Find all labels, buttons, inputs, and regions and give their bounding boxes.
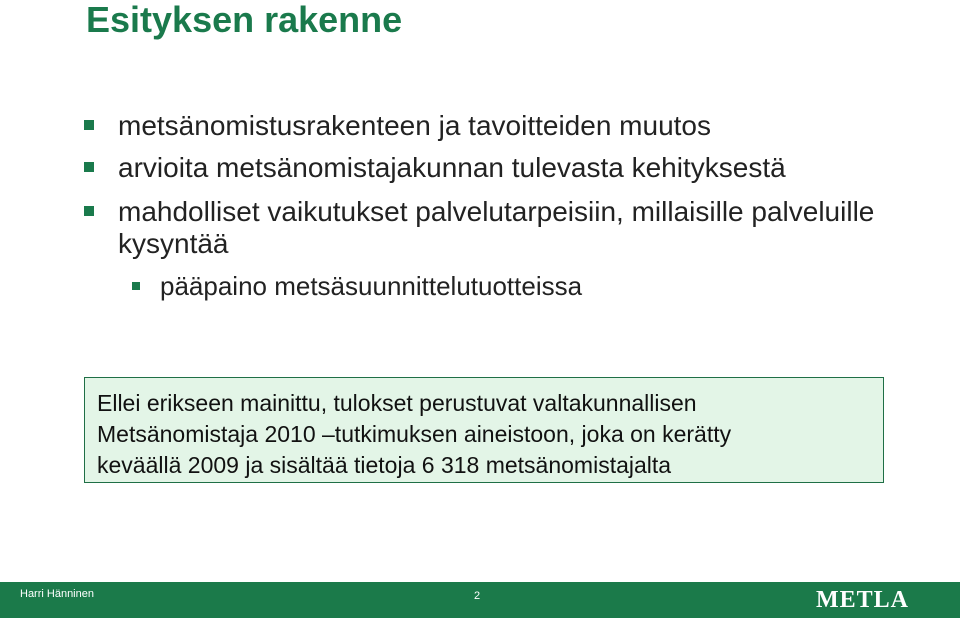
bullet-text: arvioita metsänomistajakunnan tulevasta kehityksestä [118,152,786,183]
note-line: Ellei erikseen mainittu, tulokset perustuvat valtakunnallisen [97,390,697,416]
bullet-text: mahdolliset vaikutukset palvelutarpeisiin, millaisille palveluille kysyntää [118,196,875,259]
note-line: keväällä 2009 ja sisältää tietoja 6 318 metsänomistajalta [97,452,672,478]
sub-bullet-item [160,270,900,302]
bullet-item [118,196,908,260]
note-line: Metsänomistaja 2010 –tutkimuksen aineistoon, joka on kerätty [97,421,732,447]
metla-logo: METLA [816,587,910,613]
page-number: 2 [474,590,481,602]
square-bullet-icon [84,162,94,172]
bullet-text: metsänomistusrakenteen ja tavoitteiden muutos [118,110,711,141]
slide-title: Esityksen rakenne [86,0,403,40]
bullet-item [118,152,908,184]
bullet-item [118,110,908,142]
data-source-note [84,377,884,483]
square-bullet-icon [84,206,94,216]
square-bullet-icon [132,282,140,290]
square-bullet-icon [84,120,94,130]
footer-author: Harri Hänninen [20,588,94,600]
bullet-text: pääpaino metsäsuunnittelutuotteissa [160,271,583,301]
